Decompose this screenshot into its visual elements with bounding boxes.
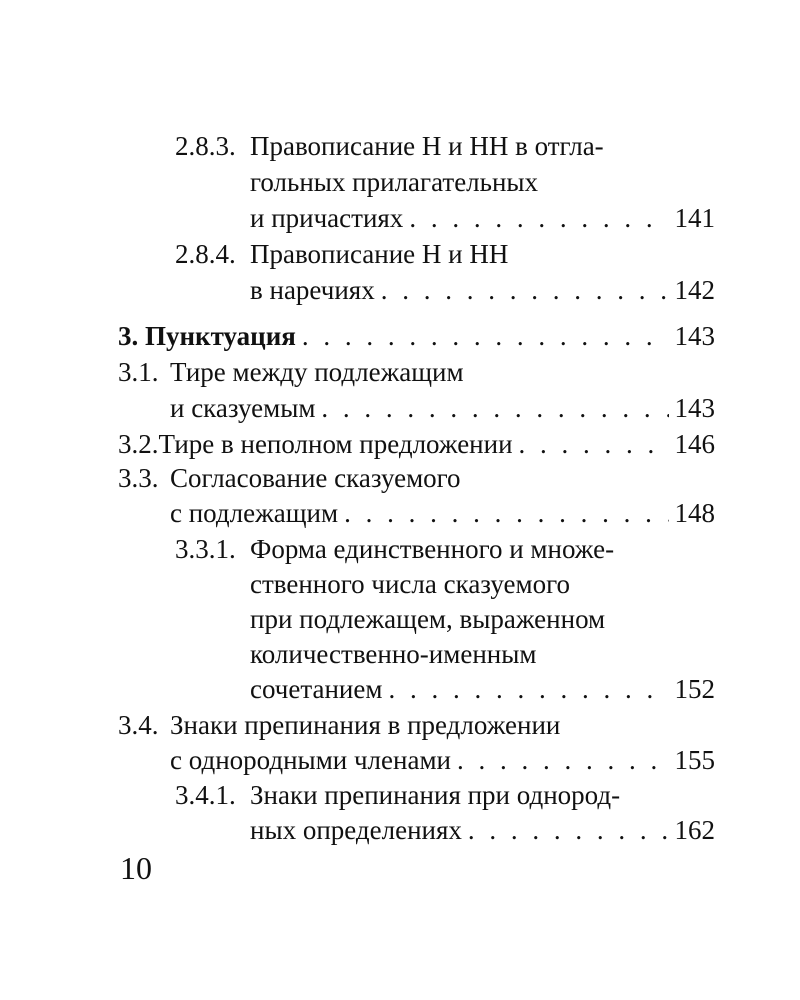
toc-entry-title: при подлежащем, выраженном <box>250 604 606 634</box>
toc-entry-title: количественно-именным <box>250 639 537 669</box>
toc-entry-title: Знаки препинания в предложении <box>170 710 561 740</box>
toc-entry-title: Форма единственного и множе- <box>250 534 615 564</box>
toc-entry-number: 2.8.3. <box>175 131 236 161</box>
toc-page-number: 162 <box>674 815 715 845</box>
page-folio-number: 10 <box>120 850 152 886</box>
dot-leader <box>302 318 669 354</box>
toc-entry-3-4-line-2 <box>170 742 715 778</box>
toc-entry-2-8-3-line-1 <box>175 128 715 164</box>
toc-entry-3-4-line-1 <box>118 707 715 743</box>
toc-entry-title: с подлежащим <box>170 498 339 528</box>
toc-entry-number: 3.3. <box>118 463 159 493</box>
toc-entry-title: ных определениях <box>250 815 462 845</box>
toc-entry-3-3-1-line-2 <box>250 566 715 602</box>
toc-page-number: 155 <box>674 745 715 775</box>
toc-entry-3-3-line-2 <box>170 495 715 531</box>
dot-leader <box>344 495 668 531</box>
dot-leader <box>468 812 669 848</box>
toc-entry-2-8-4-line-2 <box>250 272 715 308</box>
toc-page-number: 142 <box>674 275 715 305</box>
dot-leader <box>381 272 669 308</box>
toc-entry-2-8-4-line-1 <box>175 236 715 272</box>
toc-entry-3-3-1-line-1 <box>175 531 715 567</box>
toc-entry-number: 3.2. <box>118 429 159 459</box>
toc-entry-title: и причастиях <box>250 203 404 233</box>
toc-entry-title: Согласование сказуемого <box>170 463 461 493</box>
toc-page-number: 141 <box>674 203 715 233</box>
dot-leader <box>321 390 668 426</box>
toc-page-number: 148 <box>674 498 715 528</box>
toc-section-3 <box>118 318 715 354</box>
toc-page-number: 152 <box>674 674 715 704</box>
toc-entry-number: 3.4.1. <box>175 780 236 810</box>
toc-entry-number: 3.3.1. <box>175 534 236 564</box>
toc-entry-title: Знаки препинания при однород- <box>250 780 621 810</box>
toc-entry-title: в наречиях <box>250 275 375 305</box>
toc-entry-3-1-line-2 <box>170 390 715 426</box>
toc-entry-title: ственного числа сказуемого <box>250 569 571 599</box>
toc-entry-3-1-line-1 <box>118 354 715 390</box>
toc-entry-title: гольных прилагательных <box>250 167 539 197</box>
toc-page-number: 143 <box>674 393 715 423</box>
toc-entry-3-4-1-line-2 <box>250 812 715 848</box>
toc-entry-title: Правописание Н и НН в отгла- <box>250 131 604 161</box>
toc-entry-title: сочетанием <box>250 674 383 704</box>
toc-entry-title: Правописание Н и НН <box>250 239 509 269</box>
toc-entry-3-3-line-1 <box>118 460 715 496</box>
toc-entry-title: Тире в неполном предложении <box>158 429 513 459</box>
toc-entry-2-8-3-line-3 <box>250 200 715 236</box>
toc-entry-number: 3.4. <box>118 710 159 740</box>
dot-leader <box>457 742 669 778</box>
dot-leader <box>519 426 669 462</box>
toc-entry-3-4-1-line-1 <box>175 777 715 813</box>
toc-entry-3-3-1-line-3 <box>250 601 715 637</box>
toc-entry-title: с однородными членами <box>170 745 451 775</box>
toc-entry-3-3-1-line-4 <box>250 636 715 672</box>
toc-section-title: 3. Пунктуация <box>118 321 296 351</box>
toc-entry-3-2 <box>118 426 715 462</box>
toc-entry-title: и сказуемым <box>170 393 316 423</box>
toc-entry-title: Тире между подлежащим <box>170 357 464 387</box>
toc-entry-number: 3.1. <box>118 357 159 387</box>
toc-entry-3-3-1-line-5 <box>250 671 715 707</box>
dot-leader <box>388 671 668 707</box>
toc-entry-number: 2.8.4. <box>175 239 236 269</box>
dot-leader <box>409 200 668 236</box>
toc-page-number: 146 <box>674 429 715 459</box>
toc-page-number: 143 <box>674 321 715 351</box>
toc-entry-2-8-3-line-2 <box>250 164 715 200</box>
